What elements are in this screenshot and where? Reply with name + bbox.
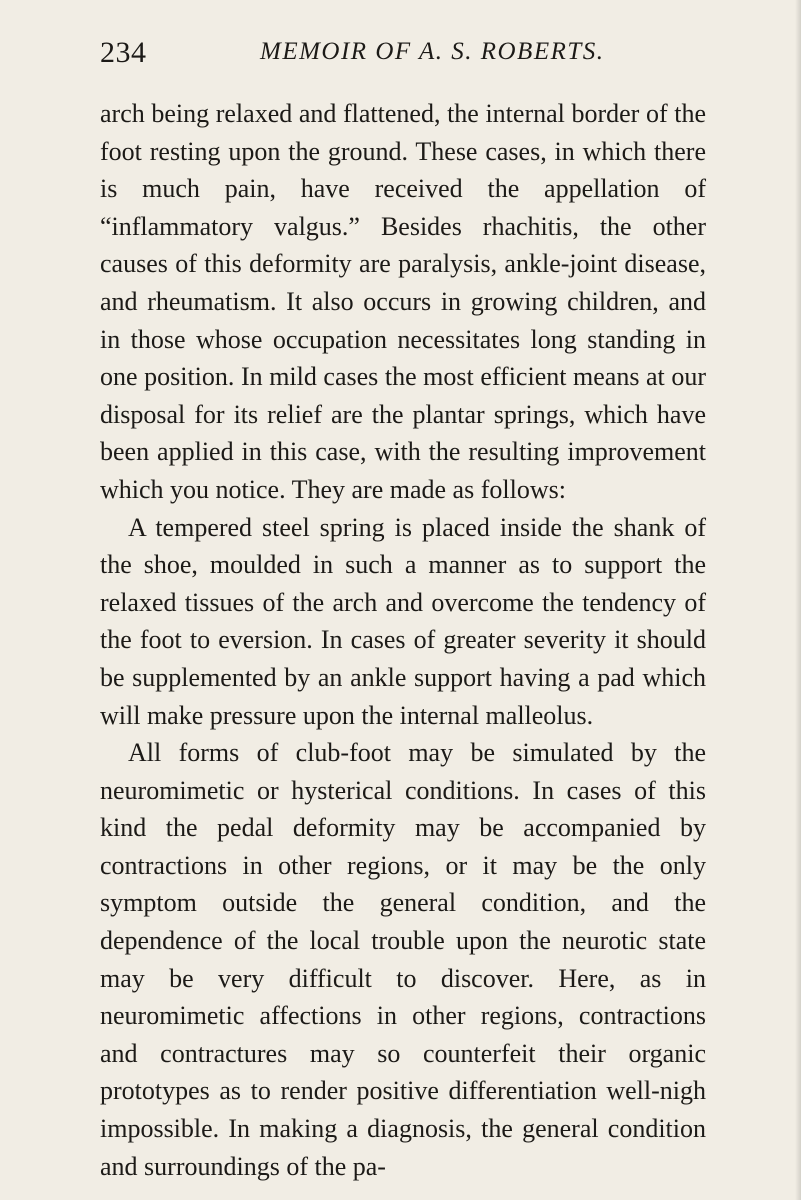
paragraph-club-foot: All forms of club-foot may be simulated by the neuromimetic or hysterical conditions. In cases of this kind the pedal deformity may be accompanied by contractions in other regions, or it may be the only symptom outside the general condition, and the dependence of the local trouble upon the neurotic state may be very difficult to discover. Here, as in neuromimetic affections in other regions, contractions and contractures may so counterfeit their organic prototypes as to render positive differentiation well-nigh impossible. In making a diagnosis, the general condition and surroundings of the pa- (100, 738, 706, 1181)
running-title: MEMOIR OF A. S. ROBERTS. (260, 38, 605, 65)
page-header (100, 36, 708, 76)
paragraph-steel-spring: A tempered steel spring is placed inside the shank of the shoe, moulded in such a manner as to support the relaxed tissues of the arch and overcome the tendency of the foot to eversion. In cases of greater severity it should be supplemented by an ankle support having a pad which will make pressure upon the internal malleolus. (100, 512, 706, 730)
body-text (100, 95, 706, 1185)
page-edge-shadow (795, 0, 801, 1200)
page-number: 234 (100, 36, 147, 69)
paragraph-continuation: arch being relaxed and flattened, the internal border of the foot resting upon the ground. These cases, in which there is much pain, have received the appellation of “inflammatory valgus.” Besides rhachitis, the other causes of this deformity are paralysis, ankle-joint disease, and rheumatism. It also occurs in growing children, and in those whose occupation necessitates long standing in one position. In mild cases the most efficient means at our disposal for its relief are the plantar springs, which have been applied in this case, with the resulting improvement which you notice. They are made as follows: (100, 99, 706, 504)
